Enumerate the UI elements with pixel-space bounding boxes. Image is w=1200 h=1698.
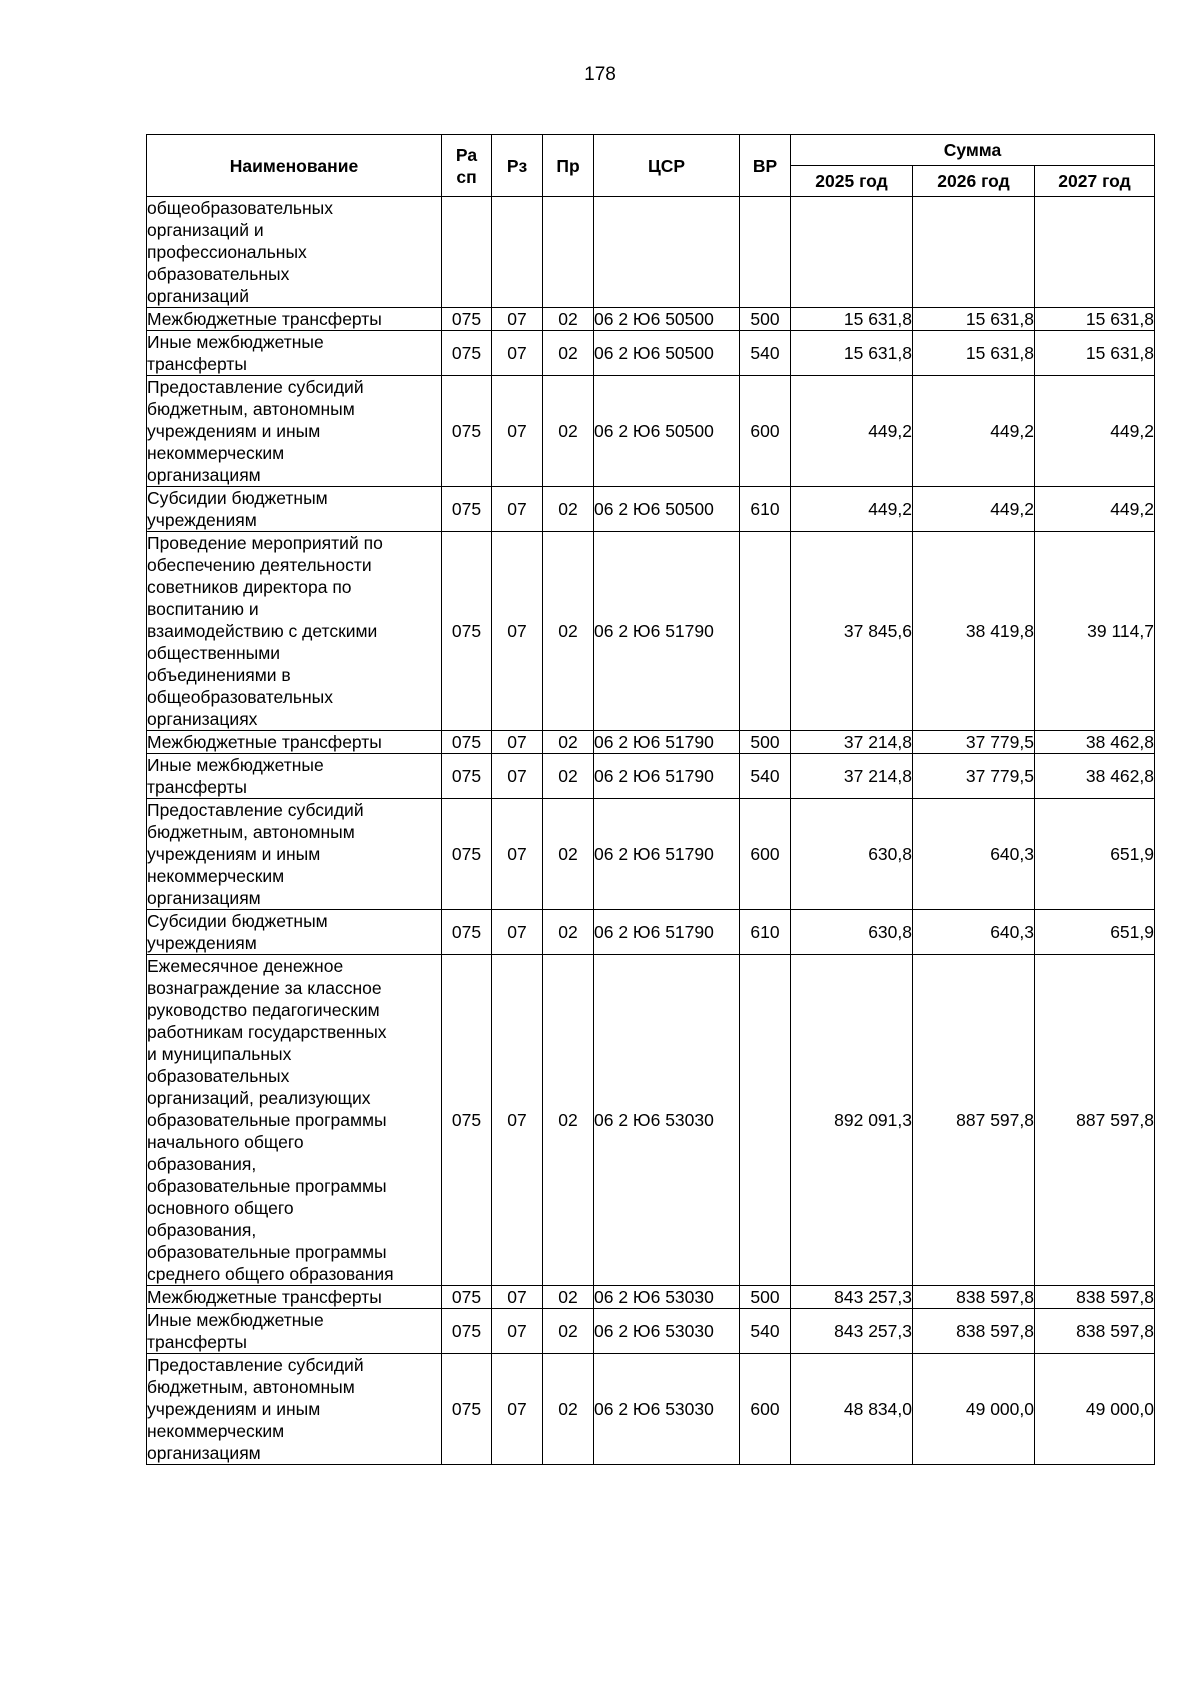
cell-sum-2025: 37 845,6 [791,532,913,731]
header-pr: Пр [543,135,594,197]
row-name-line: объединениями в [147,665,291,685]
row-name-line: Иные межбюджетные [147,332,324,352]
cell-vr: 610 [740,487,791,532]
row-name-line: основного общего [147,1198,294,1218]
row-name-line: бюджетным, автономным [147,1377,355,1397]
cell-sum-2026: 37 779,5 [913,731,1035,754]
row-name-line: обеспечению деятельности [147,555,372,575]
cell-pr: 02 [543,1354,594,1465]
cell-csr: 06 2 Ю6 51790 [594,910,740,955]
cell-sum-2026 [913,197,1035,308]
table-row [147,376,1155,487]
cell-rz: 07 [492,754,543,799]
cell-csr: 06 2 Ю6 51790 [594,532,740,731]
row-name [147,799,442,910]
cell-csr: 06 2 Ю6 53030 [594,955,740,1286]
row-name-line: организациях [147,709,258,729]
row-name-line: начального общего [147,1132,304,1152]
row-name-line: образовательных [147,264,290,284]
row-name-line: бюджетным, автономным [147,399,355,419]
cell-vr: 500 [740,1286,791,1309]
table-row [147,910,1155,955]
row-name [147,1354,442,1465]
cell-sum-2026: 838 597,8 [913,1286,1035,1309]
cell-sum-2026: 640,3 [913,910,1035,955]
row-name-line: советников директора по [147,577,352,597]
cell-rasp [442,197,492,308]
header-rasp-top: Ра [455,144,478,165]
cell-vr: 600 [740,1354,791,1465]
cell-csr: 06 2 Ю6 53030 [594,1286,740,1309]
row-name-line: работникам государственных [147,1022,387,1042]
row-name-line: некоммерческим [147,866,285,886]
cell-csr [594,197,740,308]
row-name-line: трансферты [147,1332,247,1352]
cell-csr: 06 2 Ю6 53030 [594,1354,740,1465]
row-name [147,376,442,487]
row-name-line: учреждениям и иным [147,844,321,864]
cell-sum-2025 [791,197,913,308]
header-rasp [442,135,492,197]
cell-vr: 600 [740,799,791,910]
row-name-line: Предоставление субсидий [147,1355,364,1375]
cell-sum-2027: 15 631,8 [1035,331,1155,376]
table-row [147,1286,1155,1309]
cell-sum-2025: 15 631,8 [791,308,913,331]
cell-sum-2027: 651,9 [1035,799,1155,910]
cell-csr: 06 2 Ю6 51790 [594,799,740,910]
row-name [147,197,442,308]
cell-rasp: 075 [442,331,492,376]
cell-sum-2025: 48 834,0 [791,1354,913,1465]
row-name-line: Иные межбюджетные [147,1310,324,1330]
cell-sum-2027: 15 631,8 [1035,308,1155,331]
cell-sum-2025: 37 214,8 [791,754,913,799]
cell-pr: 02 [543,731,594,754]
cell-sum-2026: 887 597,8 [913,955,1035,1286]
table-row [147,197,1155,308]
row-name-line: профессиональных [147,242,307,262]
cell-pr: 02 [543,308,594,331]
row-name-line: Ежемесячное денежное [147,956,344,976]
header-rasp-bottom: сп [456,166,477,187]
cell-sum-2026: 15 631,8 [913,308,1035,331]
cell-rz: 07 [492,308,543,331]
row-name-line: Предоставление субсидий [147,377,364,397]
row-name-line: некоммерческим [147,443,285,463]
row-name-line: общеобразовательных [147,687,334,707]
cell-pr: 02 [543,799,594,910]
cell-sum-2026: 449,2 [913,376,1035,487]
table-row [147,331,1155,376]
row-name-line: организациям [147,465,261,485]
cell-pr: 02 [543,532,594,731]
cell-vr [740,197,791,308]
cell-rz: 07 [492,1354,543,1465]
row-name-line: организаций, реализующих [147,1088,371,1108]
cell-vr: 610 [740,910,791,955]
cell-rasp: 075 [442,1309,492,1354]
cell-rz [492,197,543,308]
row-name-line: трансферты [147,777,247,797]
cell-vr: 500 [740,731,791,754]
cell-sum-2026: 49 000,0 [913,1354,1035,1465]
header-csr: ЦСР [594,135,740,197]
cell-rasp: 075 [442,731,492,754]
row-name-line: среднего общего образования [147,1264,394,1284]
row-name [147,1309,442,1354]
cell-sum-2025: 449,2 [791,487,913,532]
cell-rasp: 075 [442,1286,492,1309]
cell-csr: 06 2 Ю6 50500 [594,487,740,532]
cell-pr: 02 [543,754,594,799]
cell-rasp: 075 [442,532,492,731]
cell-sum-2027: 449,2 [1035,376,1155,487]
cell-csr: 06 2 Ю6 53030 [594,1309,740,1354]
cell-rasp: 075 [442,1354,492,1465]
cell-sum-2027: 838 597,8 [1035,1286,1155,1309]
header-name: Наименование [147,135,442,197]
row-name [147,331,442,376]
row-name-line: Субсидии бюджетным [147,911,328,931]
cell-pr: 02 [543,331,594,376]
header-year-2027: 2027 год [1035,166,1155,197]
cell-sum-2025: 449,2 [791,376,913,487]
cell-sum-2027: 49 000,0 [1035,1354,1155,1465]
page-number: 178 [584,64,616,85]
cell-rasp: 075 [442,910,492,955]
cell-rasp: 075 [442,376,492,487]
table-row [147,308,1155,331]
row-name-line: образования, [147,1220,257,1240]
header-year-2025: 2025 год [791,166,913,197]
cell-sum-2027: 38 462,8 [1035,731,1155,754]
cell-rasp: 075 [442,955,492,1286]
cell-sum-2027 [1035,197,1155,308]
row-name-line: образовательные программы [147,1242,387,1262]
row-name-line: учреждениям [147,510,257,530]
row-name-line: учреждениям и иным [147,421,321,441]
cell-rz: 07 [492,910,543,955]
row-name-line: Субсидии бюджетным [147,488,328,508]
cell-csr: 06 2 Ю6 50500 [594,331,740,376]
row-name-line: общеобразовательных [147,198,334,218]
row-name-line: учреждениям и иным [147,1399,321,1419]
cell-csr: 06 2 Ю6 50500 [594,376,740,487]
row-name-line: Межбюджетные трансферты [147,309,382,329]
cell-csr: 06 2 Ю6 51790 [594,754,740,799]
table-row [147,487,1155,532]
cell-sum-2027: 838 597,8 [1035,1309,1155,1354]
row-name-line: Иные межбюджетные [147,755,324,775]
row-name [147,532,442,731]
row-name [147,308,442,331]
cell-csr: 06 2 Ю6 50500 [594,308,740,331]
table-row [147,731,1155,754]
row-name-line: трансферты [147,354,247,374]
cell-sum-2026: 38 419,8 [913,532,1035,731]
table-body [147,197,1155,1465]
cell-sum-2026: 838 597,8 [913,1309,1035,1354]
cell-rz: 07 [492,532,543,731]
row-name [147,1286,442,1309]
cell-sum-2025: 37 214,8 [791,731,913,754]
row-name [147,955,442,1286]
row-name-line: образовательные программы [147,1176,387,1196]
row-name-line: и муниципальных [147,1044,292,1064]
cell-sum-2027: 39 114,7 [1035,532,1155,731]
cell-pr: 02 [543,1286,594,1309]
row-name-line: образования, [147,1154,257,1174]
cell-sum-2025: 630,8 [791,799,913,910]
cell-rz: 07 [492,1286,543,1309]
cell-sum-2025: 15 631,8 [791,331,913,376]
cell-rasp: 075 [442,799,492,910]
cell-sum-2026: 15 631,8 [913,331,1035,376]
header-sum: Сумма [791,135,1155,166]
cell-rz: 07 [492,1309,543,1354]
cell-vr: 540 [740,1309,791,1354]
cell-rz: 07 [492,487,543,532]
cell-sum-2026: 37 779,5 [913,754,1035,799]
row-name-line: учреждениям [147,933,257,953]
cell-rasp: 075 [442,754,492,799]
cell-sum-2027: 651,9 [1035,910,1155,955]
header-vr: ВР [740,135,791,197]
row-name-line: некоммерческим [147,1421,285,1441]
cell-rz: 07 [492,799,543,910]
row-name [147,731,442,754]
cell-rz: 07 [492,731,543,754]
row-name-line: организаций [147,286,249,306]
row-name-line: организациям [147,1443,261,1463]
cell-sum-2025: 892 091,3 [791,955,913,1286]
row-name-line: Межбюджетные трансферты [147,732,382,752]
cell-rz: 07 [492,955,543,1286]
cell-pr: 02 [543,487,594,532]
header-rz: Рз [492,135,543,197]
row-name-line: организациям [147,888,261,908]
row-name-line: организаций и [147,220,264,240]
cell-sum-2027: 887 597,8 [1035,955,1155,1286]
cell-vr: 540 [740,331,791,376]
cell-vr: 600 [740,376,791,487]
row-name [147,910,442,955]
cell-rz: 07 [492,331,543,376]
cell-pr: 02 [543,955,594,1286]
cell-rz: 07 [492,376,543,487]
table-row [147,799,1155,910]
table-row [147,1309,1155,1354]
cell-sum-2025: 843 257,3 [791,1309,913,1354]
cell-vr [740,532,791,731]
cell-csr: 06 2 Ю6 51790 [594,731,740,754]
table-row [147,754,1155,799]
cell-sum-2027: 449,2 [1035,487,1155,532]
budget-table [146,134,1155,1465]
row-name-line: вознаграждение за классное [147,978,382,998]
header-year-2026: 2026 год [913,166,1035,197]
cell-sum-2025: 630,8 [791,910,913,955]
row-name-line: Проведение мероприятий по [147,533,383,553]
cell-vr: 500 [740,308,791,331]
cell-pr: 02 [543,1309,594,1354]
row-name-line: взаимодействию с детскими [147,621,378,641]
cell-sum-2025: 843 257,3 [791,1286,913,1309]
row-name-line: образовательные программы [147,1110,387,1130]
table-row [147,1354,1155,1465]
row-name [147,487,442,532]
row-name-line: бюджетным, автономным [147,822,355,842]
row-name-line: образовательных [147,1066,290,1086]
row-name-line: воспитанию и [147,599,259,619]
cell-pr [543,197,594,308]
cell-rasp: 075 [442,308,492,331]
cell-pr: 02 [543,910,594,955]
cell-vr: 540 [740,754,791,799]
cell-sum-2027: 38 462,8 [1035,754,1155,799]
cell-sum-2026: 640,3 [913,799,1035,910]
table-row [147,532,1155,731]
table-row [147,955,1155,1286]
row-name-line: руководство педагогическим [147,1000,380,1020]
cell-sum-2026: 449,2 [913,487,1035,532]
cell-vr [740,955,791,1286]
row-name-line: общественными [147,643,281,663]
row-name-line: Предоставление субсидий [147,800,364,820]
cell-rasp: 075 [442,487,492,532]
row-name [147,754,442,799]
cell-pr: 02 [543,376,594,487]
row-name-line: Межбюджетные трансферты [147,1287,382,1307]
